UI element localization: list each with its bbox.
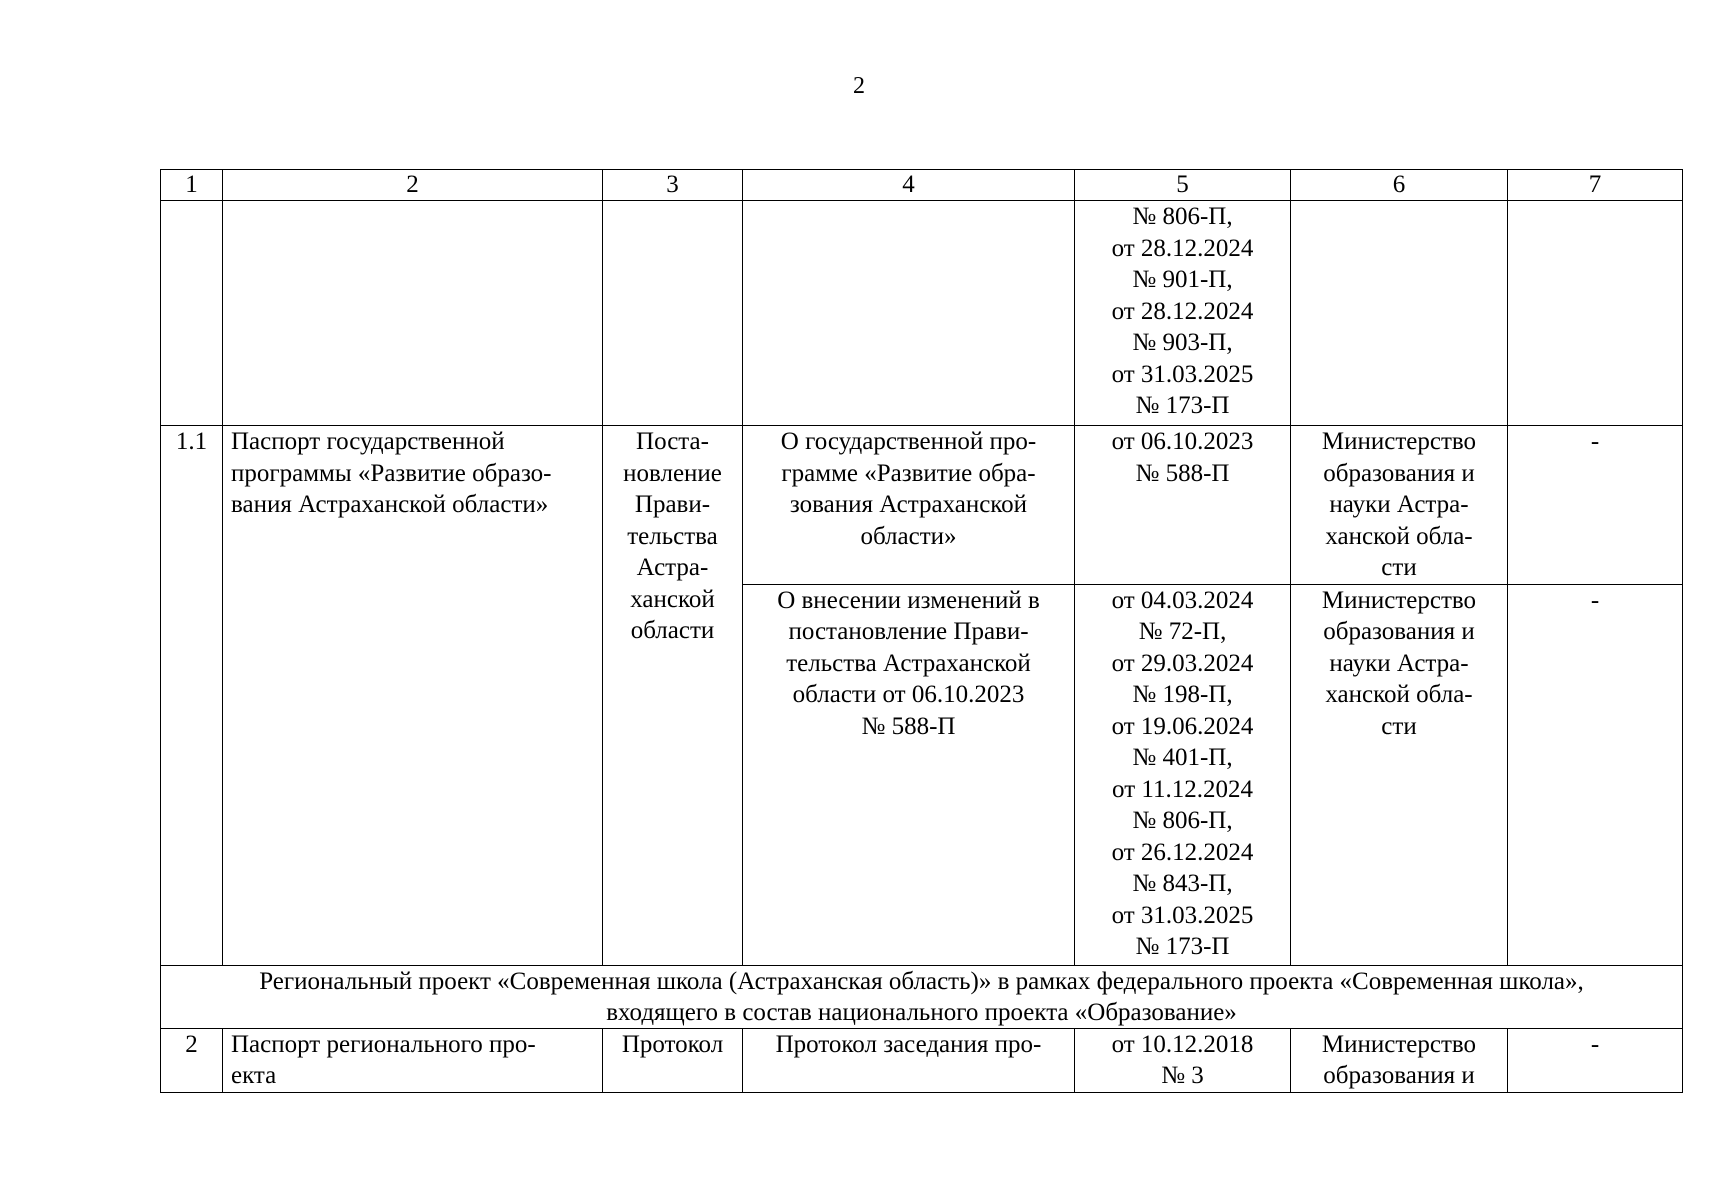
row-1-1-entry-1-authority: Министерство образования и науки Астра- ханской обла- сти xyxy=(1291,426,1508,585)
row-2-authority: Министерство образования и xyxy=(1291,1028,1508,1092)
row-2-note: - xyxy=(1508,1028,1683,1092)
section-header-row xyxy=(161,965,1683,1028)
row-1-1-name: Паспорт государственной программы «Развитие образо- вания Астраханской области» xyxy=(223,426,603,966)
column-number-header-row xyxy=(161,170,1683,201)
section-header: Региональный проект «Современная школа (Астраханская область)» в рамках федерального проекта «Современная школа», входящего в состав национального проекта «Образование» xyxy=(161,965,1683,1028)
row-1-1-entry-2-authority: Министерство образования и науки Астра- ханской обла- сти xyxy=(1291,584,1508,965)
row-number-1-1: 1.1 xyxy=(161,426,223,966)
table-row-2 xyxy=(161,1028,1683,1092)
row-2-doc-type: Протокол xyxy=(603,1028,743,1092)
continuation-row xyxy=(161,201,1683,426)
row-number-2: 2 xyxy=(161,1028,223,1092)
continuation-details-cell: № 806-П, от 28.12.2024 № 901-П, от 28.12.2024 № 903-П, от 31.03.2025 № 173-П xyxy=(1075,201,1291,426)
row-2-details: от 10.12.2018 № 3 xyxy=(1075,1028,1291,1092)
row-1-1-entry-2-note: - xyxy=(1508,584,1683,965)
column-header-4: 4 xyxy=(743,170,1075,201)
column-header-1: 1 xyxy=(161,170,223,201)
continuation-number-cell xyxy=(161,201,223,426)
continuation-name-cell xyxy=(223,201,603,426)
row-1-1-entry-1-details: от 06.10.2023 № 588-П xyxy=(1075,426,1291,585)
continuation-title-cell xyxy=(743,201,1075,426)
documents-table xyxy=(160,169,1683,1093)
column-header-6: 6 xyxy=(1291,170,1508,201)
row-1-1-entry-1-note: - xyxy=(1508,426,1683,585)
row-1-1-entry-2-title: О внесении изменений в постановление Прави- тельства Астраханской области от 06.10.2023 № 588-П xyxy=(743,584,1075,965)
column-header-7: 7 xyxy=(1508,170,1683,201)
column-header-3: 3 xyxy=(603,170,743,201)
row-1-1-doc-type: Поста- новление Прави- тельства Астра- ханской области xyxy=(603,426,743,966)
page-number: 2 xyxy=(853,73,865,99)
row-1-1-entry-2-details: от 04.03.2024 № 72-П, от 29.03.2024 № 198-П, от 19.06.2024 № 401-П, от 11.12.2024 № 806-П, от 26.12.2024 № 843-П, от 31.03.2025 № 173-П xyxy=(1075,584,1291,965)
column-header-5: 5 xyxy=(1075,170,1291,201)
row-1-1-entry-1-title: О государственной про- грамме «Развитие обра- зования Астраханской области» xyxy=(743,426,1075,585)
column-header-2: 2 xyxy=(223,170,603,201)
continuation-authority-cell xyxy=(1291,201,1508,426)
row-2-title: Протокол заседания про- xyxy=(743,1028,1075,1092)
continuation-note-cell xyxy=(1508,201,1683,426)
table-row-1-1-first xyxy=(161,426,1683,585)
continuation-doctype-cell xyxy=(603,201,743,426)
row-2-name: Паспорт регионального про- екта xyxy=(223,1028,603,1092)
